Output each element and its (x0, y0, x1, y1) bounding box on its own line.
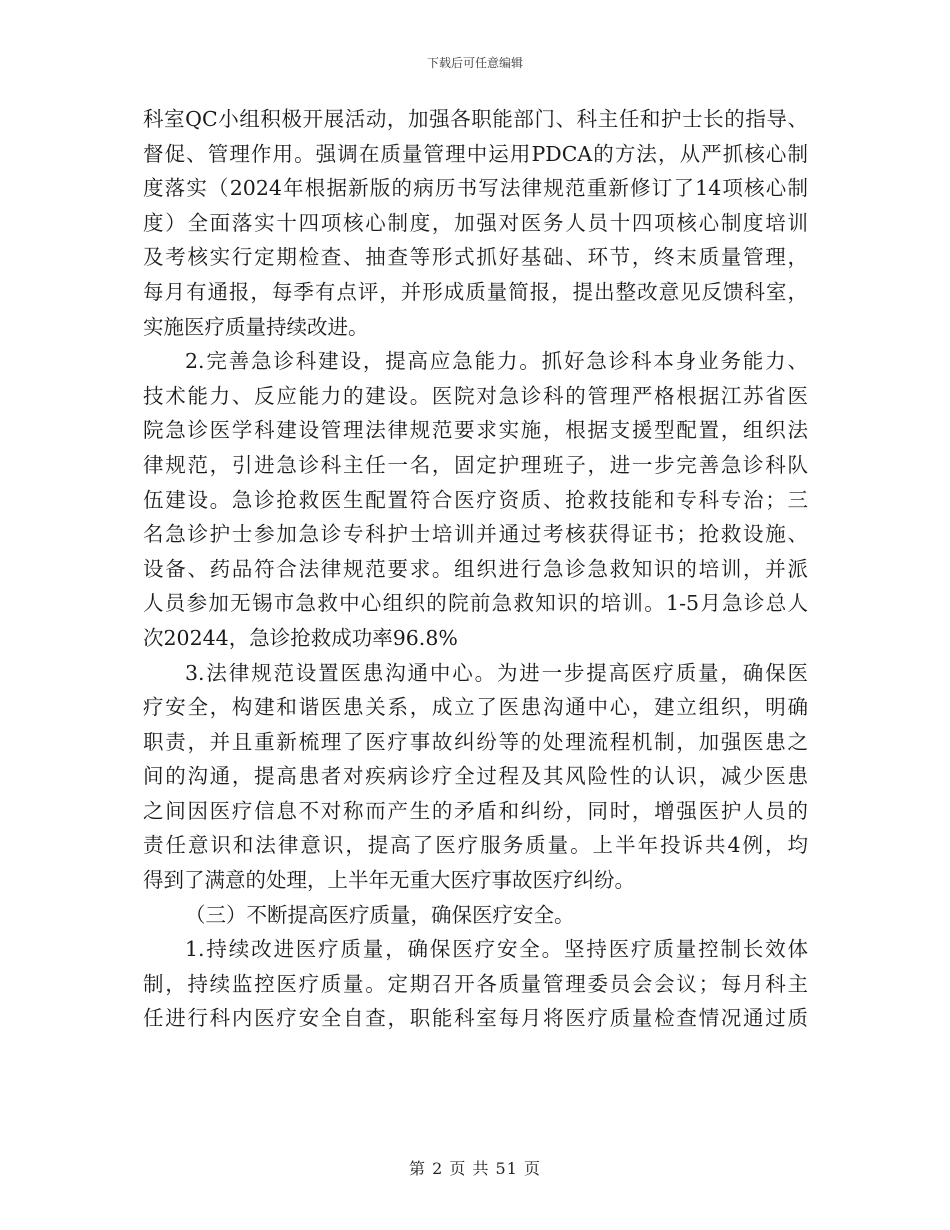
text-line: 度）全面落实十四项核心制度，加强对医务人员十四项核心制度培训 (143, 210, 808, 235)
text-line: 疗安全，构建和谐医患关系，成立了医患沟通中心，建立组织，明确 (143, 695, 808, 720)
text-line: 1.持续改进医疗质量，确保医疗安全。坚持医疗质量控制长效体 (185, 937, 808, 962)
text-line: 实施医疗质量持续改进。 (143, 314, 369, 339)
text-line: 职责，并且重新梳理了医疗事故纠纷等的处理流程机制，加强医患之 (143, 729, 808, 754)
text-line: 次20244，急诊抢救成功率96.8% (143, 625, 458, 650)
text-line: 及考核实行定期检查、抽查等形式抓好基础、环节，终末质量管理， (143, 245, 808, 270)
text-line: 人员参加无锡市急救中心组织的院前急救知识的培训。1-5月急诊总人 (143, 591, 808, 616)
section-heading: （三）不断提高医疗质量，确保医疗安全。 (185, 902, 575, 927)
text-line: 得到了满意的处理，上半年无重大医疗事故医疗纠纷。 (143, 868, 635, 893)
text-line: 督促、管理作用。强调在质量管理中运用PDCA的方法，从严抓核心制 (143, 141, 808, 166)
page-header: 下载后可任意编辑 (426, 56, 523, 70)
text-line: 间的沟通，提高患者对疾病诊疗全过程及其风险性的认识，减少医患 (143, 764, 808, 789)
text-line: 2.完善急诊科建设，提高应急能力。抓好急诊科本身业务能力、 (185, 349, 808, 374)
text-line: 3.法律规范设置医患沟通中心。为进一步提高医疗质量，确保医 (185, 660, 808, 685)
text-line: 每月有通报，每季有点评，并形成质量简报，提出整改意见反馈科室， (143, 279, 808, 304)
text-line: 度落实（2024年根据新版的病历书写法律规范重新修订了14项核心制 (143, 176, 808, 201)
text-line: 技术能力、反应能力的建设。医院对急诊科的管理严格根据江苏省医 (143, 383, 808, 408)
document-body (143, 102, 808, 1036)
text-line: 之间因医疗信息不对称而产生的矛盾和纠纷，同时，增强医护人员的 (143, 798, 808, 823)
text-line: 任进行科内医疗安全自查，职能科室每月将医疗质量检查情况通过质 (143, 1006, 808, 1031)
text-line: 律规范，引进急诊科主任一名，固定护理班子，进一步完善急诊科队 (143, 452, 808, 477)
text-line: 责任意识和法律意识，提高了医疗服务质量。上半年投诉共4例，均 (143, 833, 808, 858)
text-line: 设备、药品符合法律规范要求。组织进行急诊急救知识的培训，并派 (143, 556, 808, 581)
page-number: 第 2 页 共 51 页 (409, 1159, 541, 1178)
text-line: 科室QC小组积极开展活动，加强各职能部门、科主任和护士长的指导、 (143, 107, 808, 131)
text-line: 名急诊护士参加急诊专科护士培训并通过考核获得证书；抢救设施、 (143, 522, 808, 547)
text-line: 院急诊医学科建设管理法律规范要求实施，根据支援型配置，组织法 (143, 418, 808, 443)
text-line: 伍建设。急诊抢救医生配置符合医疗资质、抢救技能和专科专治；三 (143, 487, 808, 512)
text-line: 制，持续监控医疗质量。定期召开各质量管理委员会会议；每月科主 (143, 971, 808, 996)
